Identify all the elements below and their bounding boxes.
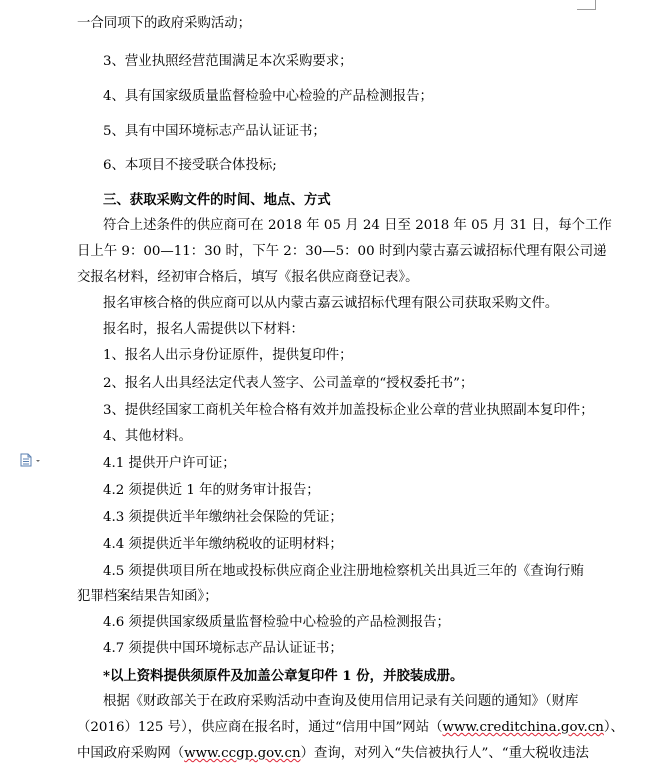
sub-list-item: 犯罪档案结果告知函》；: [77, 589, 218, 604]
body-text-line: 报名审核合格的供应商可以从内蒙古嘉云诚招标代理有限公司获取采购文件。: [103, 296, 559, 311]
text-segment: ）查询，对列入“失信被执行人”、“重大税收违法: [300, 746, 589, 761]
list-item: 3、提供经国家工商机关年检合格有效并加盖投标企业公章的营业执照副本复印件；: [103, 403, 594, 418]
body-text-line: 根据《财政部关于在政府采购活动中查询及使用信用记录有关问题的通知》（财库: [103, 694, 579, 709]
sub-list-item: 4.5 须提供项目所在地或投标供应商企业注册地检察机关出具近三年的《查询行贿: [103, 564, 584, 579]
body-text-line: [0, 745, 660, 763]
sub-list-item: 4.2 须提供近 1 年的财务审计报告；: [103, 483, 320, 498]
list-item: 5、具有中国环境标志产品认证证书；: [103, 124, 326, 139]
text-segment: （2016）125 号），供应商在报名时，通过“信用中国”网站（: [77, 720, 443, 735]
bold-note: *以上资料提供须原件及加盖公章复印件 1 份，并胶装成册。: [103, 668, 464, 684]
body-text-line: [0, 719, 660, 737]
crop-mark: [577, 9, 595, 10]
list-item: 2、报名人出具经法定代表人签字、公司盖章的“授权委托书”；: [103, 376, 474, 391]
list-item: 4、具有国家级质量监督检验中心检验的产品检测报告；: [103, 89, 433, 104]
body-text-line: 符合上述条件的供应商可在 2018 年 05 月 24 日至 2018 年 05 月 31 日，每个工作: [103, 218, 612, 233]
sub-list-item: 4.3 须提供近半年缴纳社会保险的凭证；: [103, 510, 343, 525]
text-segment: 中国政府采购网（: [77, 746, 185, 761]
url-text: www.creditchina.gov.cn: [442, 720, 604, 735]
list-item: 1、报名人出示身份证原件，提供复印件；: [103, 348, 353, 363]
list-item: 6、本项目不接受联合体投标;: [103, 158, 277, 173]
sub-list-item: 4.6 须提供国家级质量监督检验中心检验的产品检测报告；: [103, 615, 450, 630]
body-text-line: 报名时，报名人需提供以下材料：: [103, 322, 304, 337]
sub-list-item: 4.4 须提供近半年缴纳税收的证明材料；: [103, 537, 343, 552]
sub-list-item: 4.7 须提供中国环境标志产品认证证书；: [103, 641, 343, 656]
sub-list-item: 4.1 提供开户许可证；: [103, 456, 236, 471]
body-text-line: 一合同项下的政府采购活动；: [77, 16, 252, 31]
crop-mark: [595, 0, 596, 10]
section-heading: 三、获取采购文件的时间、地点、方式: [103, 192, 331, 208]
list-item: 3、营业执照经营范围满足本次采购要求；: [103, 54, 353, 69]
body-text-line: 日上午 9：00—11：30 时，下午 2：30—5：00 时到内蒙古嘉云诚招标代理有限公司递: [77, 244, 607, 259]
list-item: 4、其他材料。: [103, 429, 192, 444]
url-text: www.ccgp.gov.cn: [184, 746, 301, 761]
text-segment: ）、: [603, 720, 624, 735]
body-text-line: 交报名材料，经初审合格后，填写《报名供应商登记表》。: [77, 270, 419, 285]
